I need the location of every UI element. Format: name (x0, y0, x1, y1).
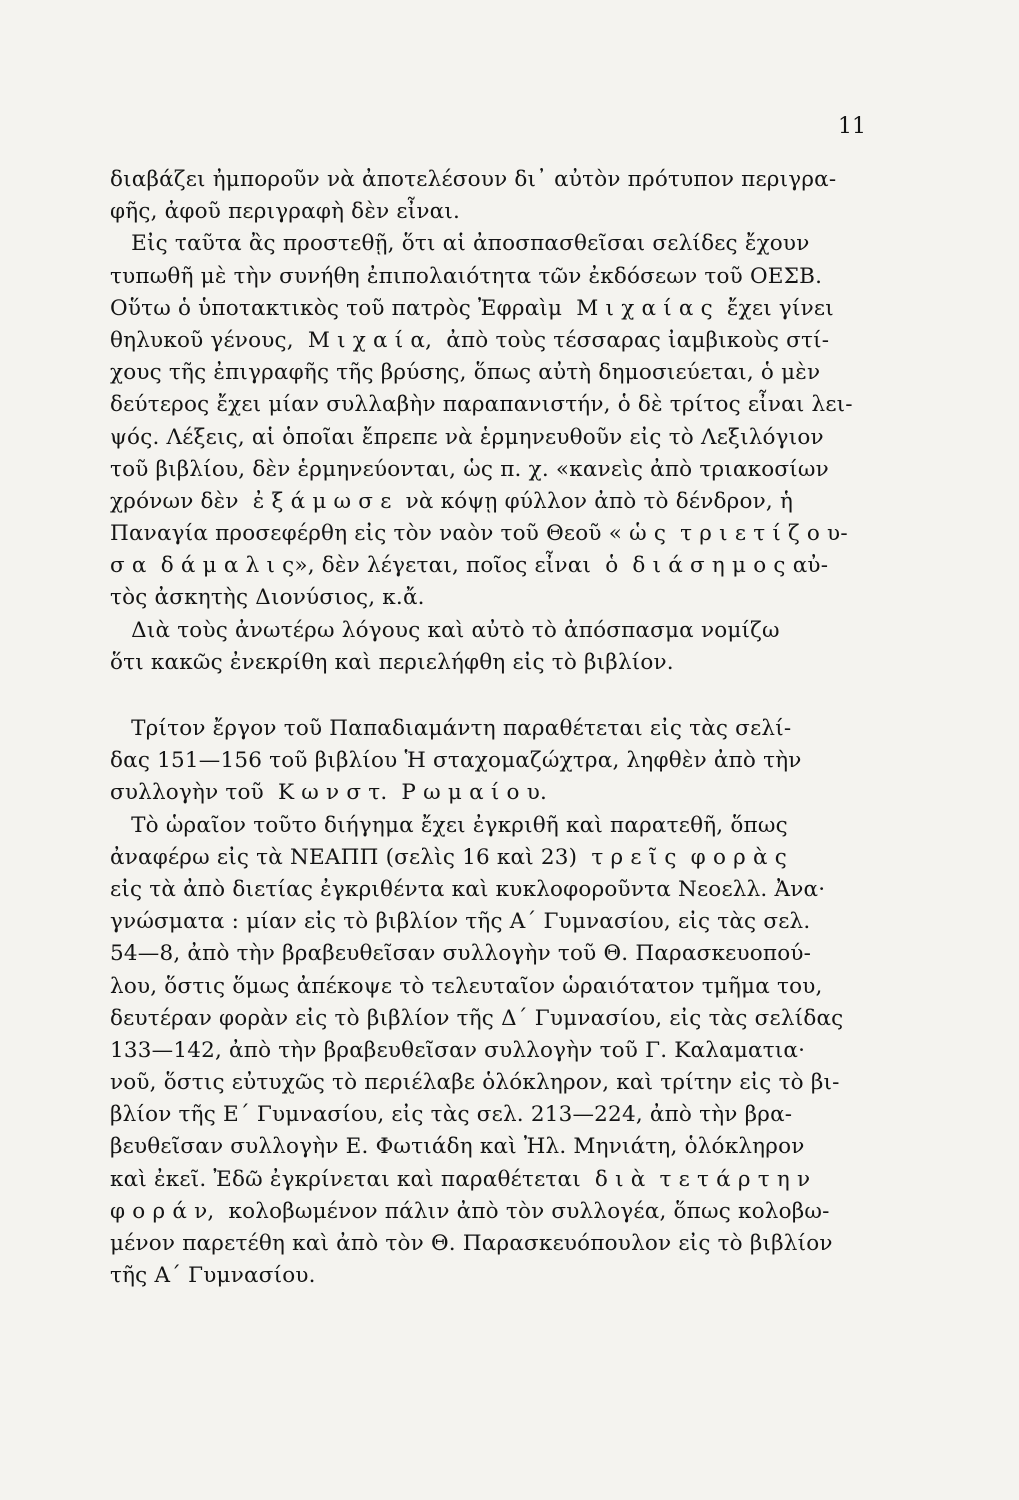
paragraph-block-1 (110, 164, 870, 679)
text-line: Τὸ ὡραῖον τοῦτο διήγημα ἔχει ἐγκριθῆ καὶ παρατεθῆ, ὅπως (110, 812, 788, 838)
text-line: φῆς, ἀφοῦ περιγραφὴ δὲν εἶναι. (110, 199, 460, 225)
text-line: ἀναφέρω εἰς τὰ ΝΕΑΠΠ (σελὶς 16 καὶ 23) τ ρ ε ῖ ς φ ο ρ ὰ ς (110, 844, 788, 870)
text-line: τυπωθῆ μὲ τὴν συνήθη ἐπιπολαιότητα τῶν ἐκδόσεων τοῦ ΟΕΣΒ. (110, 263, 823, 289)
text-line: φ ο ρ ά ν, κολοβωμένον πάλιν ἀπὸ τὸν συλλογέα, ὅπως κολοβω- (110, 1198, 830, 1224)
text-line: συλλογὴν τοῦ Κ ω ν σ τ. Ρ ω μ α ί ο υ. (110, 780, 548, 806)
text-line: 54—8, ἀπὸ τὴν βραβευθεῖσαν συλλογὴν τοῦ Θ. Παρασκευοπού- (110, 941, 812, 967)
text-line: τοῦ βιβλίου, δὲν ἑρμηνεύονται, ὡς π. χ. «κανεὶς ἀπὸ τριακοσίων (110, 456, 829, 482)
text-line: εἰς τὰ ἀπὸ διετίας ἐγκριθέντα καὶ κυκλοφοροῦντα Νεοελλ. Ἀνα· (110, 876, 826, 902)
text-line: καὶ ἐκεῖ. Ἐδῶ ἐγκρίνεται καὶ παραθέτεται δ ι ὰ τ ε τ ά ρ τ η ν (110, 1166, 811, 1192)
text-line: χους τῆς ἐπιγραφῆς τῆς βρύσης, ὅπως αὐτὴ δημοσιεύεται, ὁ μὲν (110, 360, 821, 386)
text-line: διαβάζει ἠμποροῦν νὰ ἀποτελέσουν δι᾽ αὐτὸν πρότυπον περιγρα- (110, 167, 837, 192)
text-line: βλίον τῆς Ε΄ Γυμνασίου, εἰς τὰς σελ. 213—224, ἀπὸ τὴν βρα- (110, 1102, 793, 1128)
text-line: θηλυκοῦ γένους, Μ ι χ α ί α, ἀπὸ τοὺς τέσσαρας ἰαμβικοὺς στί- (110, 327, 830, 353)
text-line: νοῦ, ὅστις εὐτυχῶς τὸ περιέλαβε ὁλόκληρον, καὶ τρίτην εἰς τὸ βι- (110, 1070, 840, 1096)
text-line: γνώσματα : μίαν εἰς τὸ βιβλίον τῆς Α΄ Γυμνασίου, εἰς τὰς σελ. (110, 909, 811, 935)
page-number: 11 (838, 114, 866, 139)
text-line: Εἰς ταῦτα ἂς προστεθῇ, ὅτι αἱ ἀποσπασθεῖσαι σελίδες ἔχουν (110, 231, 810, 257)
text-line: δευτέραν φορὰν εἰς τὸ βιβλίον τῆς Δ΄ Γυμνασίου, εἰς τὰς σελίδας (110, 1005, 844, 1031)
text-line: Τρίτον ἔργον τοῦ Παπαδιαμάντη παραθέτεται εἰς τὰς σελί- (110, 716, 792, 741)
text-line: Οὕτω ὁ ὑποτακτικὸς τοῦ πατρὸς Ἐφραὶμ Μ ι χ α ί α ς ἔχει γίνει (110, 295, 834, 321)
text-line: τὸς ἀσκητὴς Διονύσιος, κ.ἄ. (110, 585, 425, 611)
text-line: 133—142, ἀπὸ τὴν βραβευθεῖσαν συλλογὴν τοῦ Γ. Καλαματια· (110, 1037, 806, 1063)
text-line: χρόνων δὲν ἐ ξ ά μ ω σ ε νὰ κόψῃ φύλλον ἀπὸ τὸ δένδρον, ἡ (110, 488, 794, 514)
text-line: τῆς Α΄ Γυμνασίου. (110, 1263, 316, 1289)
body-text (110, 164, 870, 1292)
text-line: ὅτι κακῶς ἐνεκρίθη καὶ περιελήφθη εἰς τὸ βιβλίον. (110, 649, 674, 675)
paragraph-gap (110, 679, 870, 713)
text-line: δεύτερος ἔχει μίαν συλλαβὴν παραπανιστήν, ὁ δὲ τρίτος εἶναι λει- (110, 392, 853, 418)
text-line: Παναγία προσεφέρθη εἰς τὸν ναὸν τοῦ Θεοῦ « ὡ ς τ ρ ι ε τ ί ζ ο υ- (110, 521, 848, 547)
text-line: σ α δ ά μ α λ ι ς», δὲν λέγεται, ποῖος εἶναι ὁ δ ι ά σ η μ ο ς αὐ- (110, 553, 829, 579)
text-line: Διὰ τοὺς ἀνωτέρω λόγους καὶ αὐτὸ τὸ ἀπόσπασμα νομίζω (110, 617, 780, 643)
text-line: μένον παρετέθη καὶ ἀπὸ τὸν Θ. Παρασκευόπουλον εἰς τὸ βιβλίον (110, 1231, 833, 1256)
text-line: βευθεῖσαν συλλογὴν Ε. Φωτιάδη καὶ Ἠλ. Μηνιάτη, ὁλόκληρον (110, 1134, 805, 1160)
text-line: ψός. Λέξεις, αἱ ὁποῖαι ἔπρεπε νὰ ἑρμηνευθοῦν εἰς τὸ Λεξιλόγιον (110, 424, 824, 450)
paragraph-block-2 (110, 713, 870, 1292)
text-line: λου, ὅστις ὅμως ἀπέκοψε τὸ τελευταῖον ὡραιότατον τμῆμα του, (110, 973, 823, 999)
text-line: δας 151—156 τοῦ βιβλίου Ἡ σταχομαζώχτρα, ληφθὲν ἀπὸ τὴν (110, 748, 802, 774)
